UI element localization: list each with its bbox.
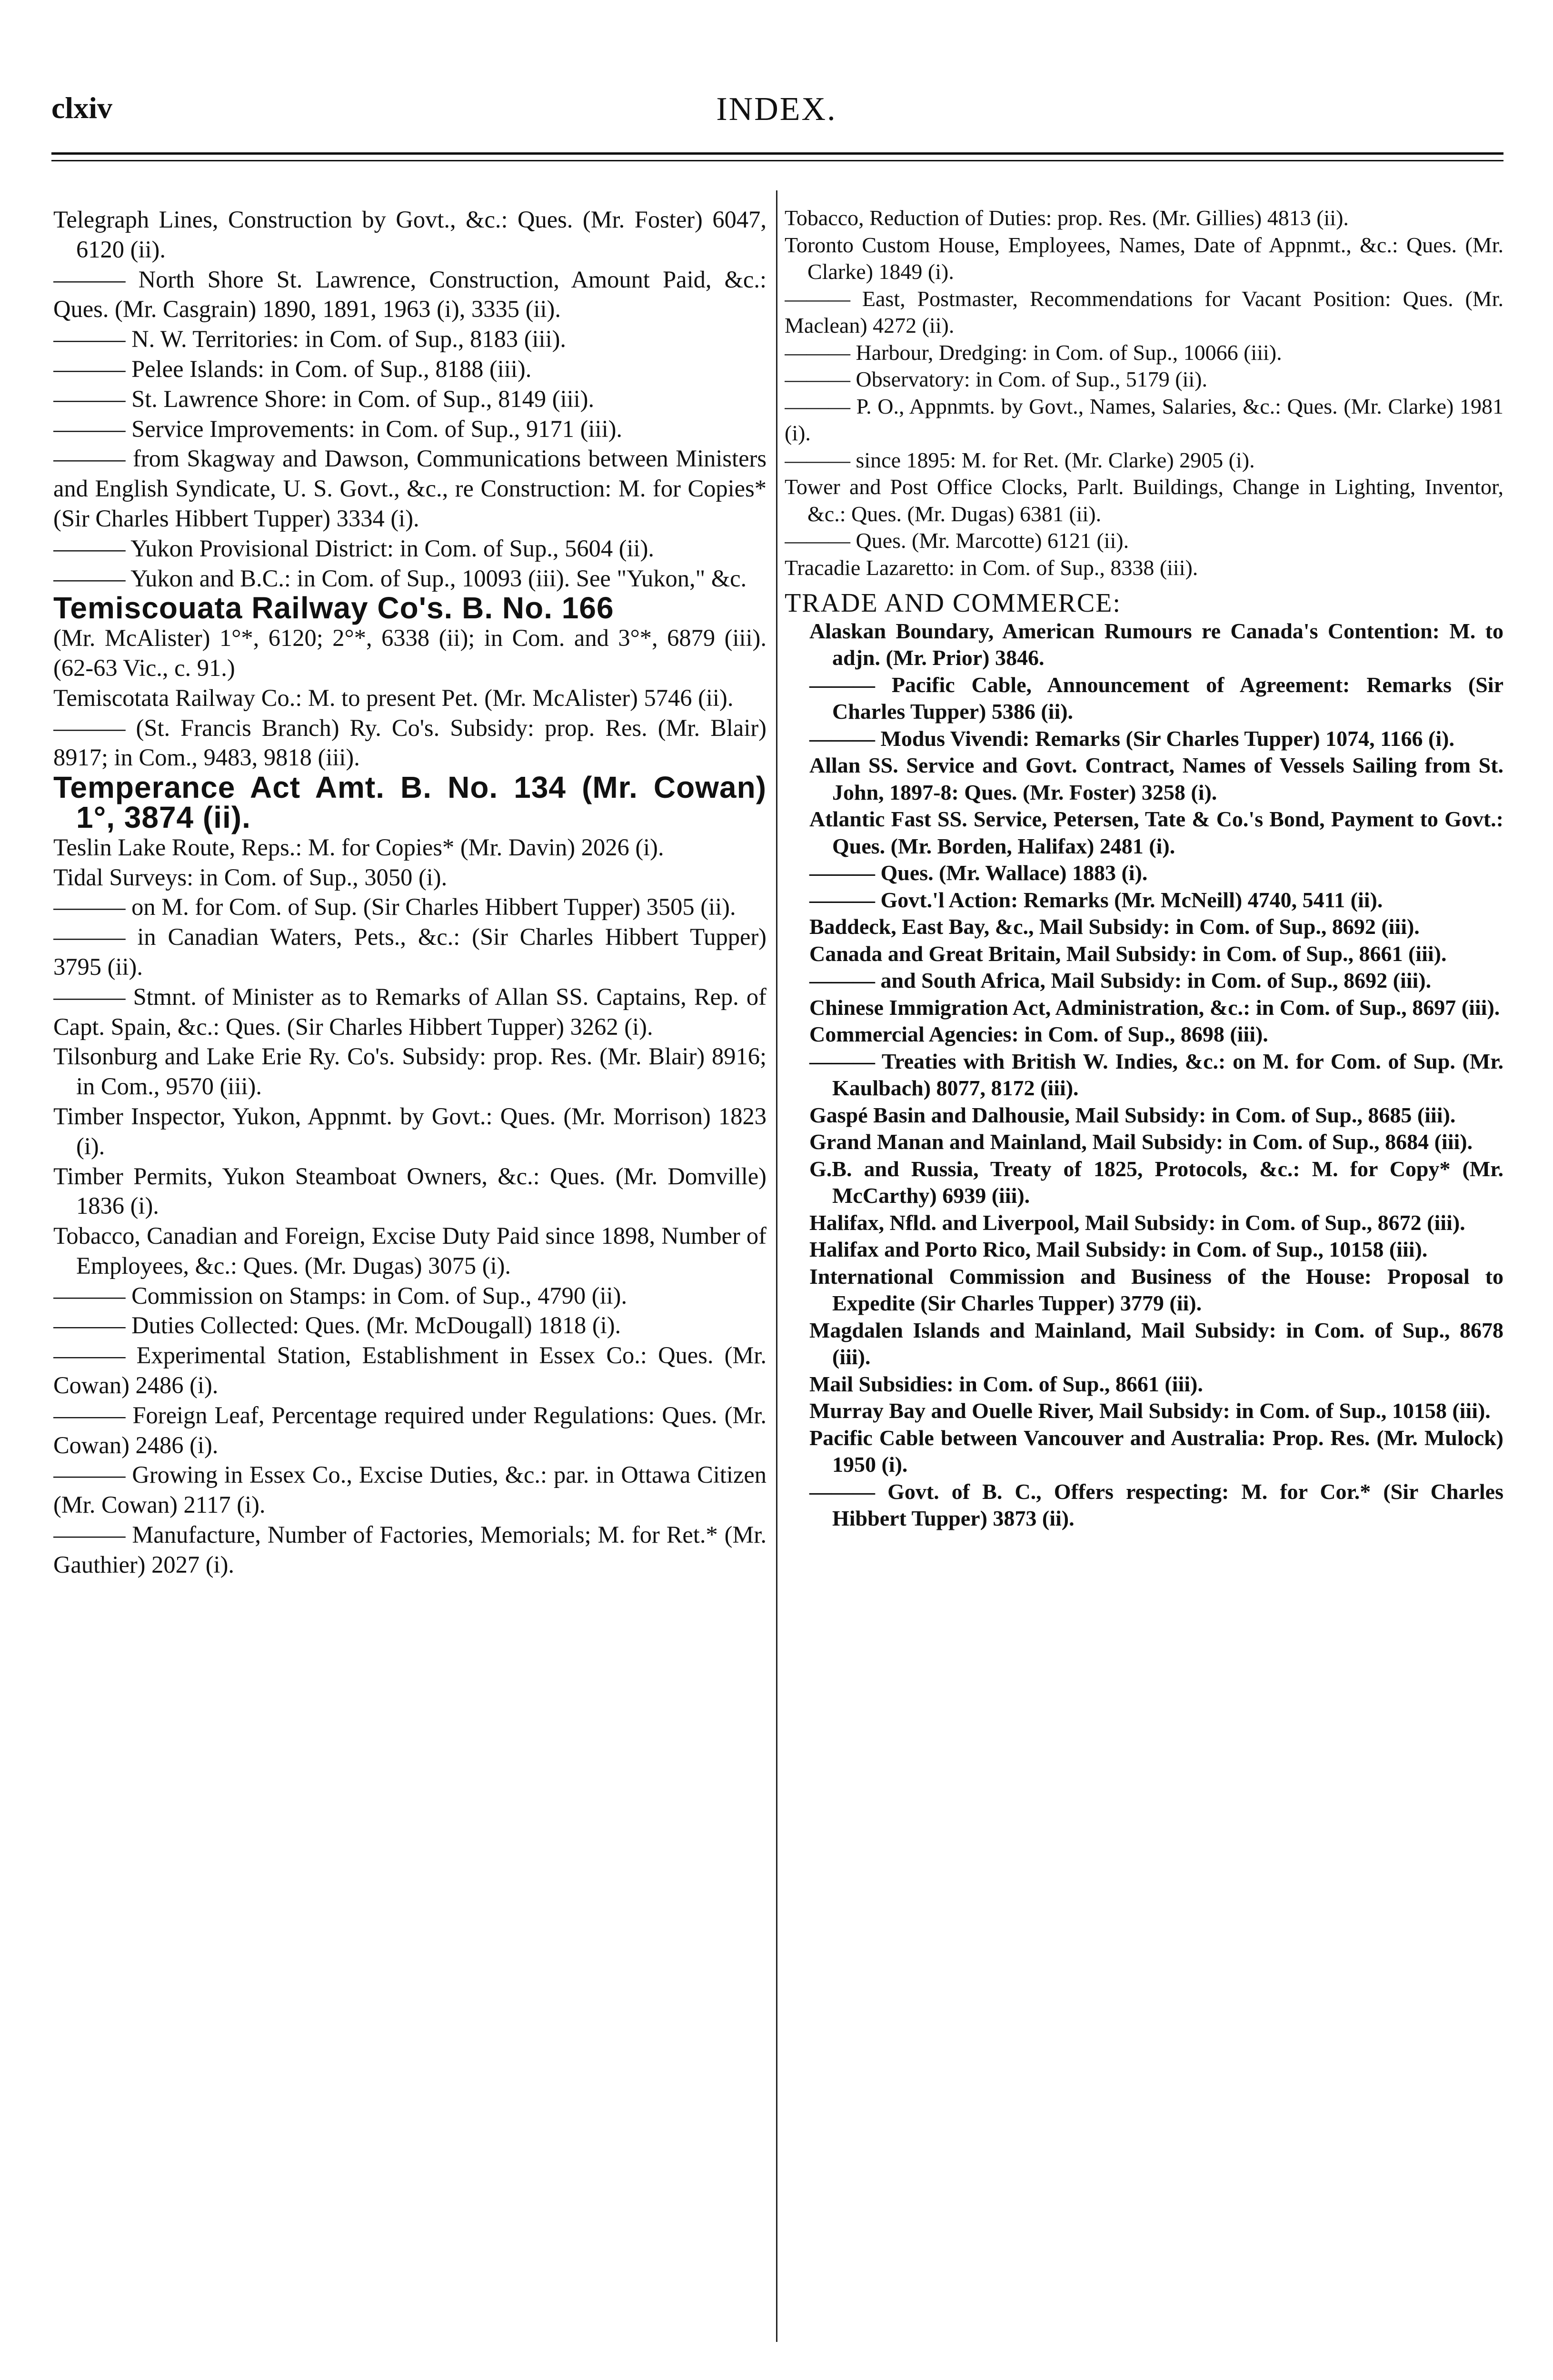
- section-heading: TRADE AND COMMERCE:: [785, 588, 1121, 618]
- index-entry: ——— East, Postmaster, Recommendations for Vacant Position: Ques. (Mr. Maclean) 4272 (ii).: [785, 286, 1503, 337]
- index-entry: ——— N. W. Territories: in Com. of Sup., 8183 (iii).: [53, 326, 567, 353]
- page-title: INDEX.: [716, 91, 837, 128]
- index-entry: ——— Yukon and B.C.: in Com. of Sup., 10093 (iii). See "Yukon," &c.: [53, 565, 747, 592]
- index-entry: Baddeck, East Bay, &c., Mail Subsidy: in Com. of Sup., 8692 (iii).: [809, 914, 1420, 939]
- index-entry: Tobacco, Reduction of Duties: prop. Res. (Mr. Gillies) 4813 (ii).: [785, 206, 1349, 230]
- index-entry: Murray Bay and Ouelle River, Mail Subsidy: in Com. of Sup., 10158 (iii).: [809, 1398, 1491, 1423]
- index-entry: Temperance Act Amt. B. No. 134 (Mr. Cowan) 1°, 3874 (ii).: [53, 770, 767, 834]
- index-entry: Mail Subsidies: in Com. of Sup., 8661 (iii).: [809, 1371, 1203, 1396]
- index-entry: Tracadie Lazaretto: in Com. of Sup., 8338 (iii).: [785, 555, 1198, 580]
- index-entry: International Commission and Business of the House: Proposal to Expedite (Sir Charles Tupper) 3779 (ii).: [809, 1264, 1503, 1315]
- index-entry: ——— Harbour, Dredging: in Com. of Sup., 10066 (iii).: [785, 340, 1282, 365]
- index-entry: ——— on M. for Com. of Sup. (Sir Charles Hibbert Tupper) 3505 (ii).: [53, 893, 736, 921]
- index-entry: Temiscotata Railway Co.: M. to present Pet. (Mr. McAlister) 5746 (ii).: [53, 684, 734, 711]
- index-entry: ——— Duties Collected: Ques. (Mr. McDougall) 1818 (i).: [53, 1312, 621, 1339]
- index-entry: ——— from Skagway and Dawson, Communications between Ministers and English Syndicate, U. S. Govt., &c., re Construction: M. for Copies* (Sir Charles Hibbert Tupper) 3334 (i).: [53, 445, 767, 532]
- index-entry: Chinese Immigration Act, Administration, &c.: in Com. of Sup., 8697 (iii).: [809, 995, 1500, 1020]
- header-rule: [51, 152, 1503, 155]
- index-entry: ——— Ques. (Mr. Wallace) 1883 (i).: [809, 861, 1148, 885]
- index-entry: Telegraph Lines, Construction by Govt., &c.: Ques. (Mr. Foster) 6047, 6120 (ii).: [53, 206, 767, 263]
- right-column: [785, 205, 1503, 1532]
- index-entry: ——— (St. Francis Branch) Ry. Co's. Subsidy: prop. Res. (Mr. Blair) 8917; in Com., 9483, 9818 (iii).: [53, 714, 767, 771]
- index-entry: Halifax, Nfld. and Liverpool, Mail Subsidy: in Com. of Sup., 8672 (iii).: [809, 1210, 1465, 1235]
- index-entry: G.B. and Russia, Treaty of 1825, Protocols, &c.: M. for Copy* (Mr. McCarthy) 6939 (iii).: [809, 1156, 1503, 1208]
- index-entry: Timber Inspector, Yukon, Appnmt. by Govt.: Ques. (Mr. Morrison) 1823 (i).: [53, 1102, 767, 1160]
- index-entry: ——— P. O., Appnmts. by Govt., Names, Salaries, &c.: Ques. (Mr. Clarke) 1981 (i).: [785, 394, 1503, 445]
- index-entry: ——— Experimental Station, Establishment in Essex Co.: Ques. (Mr. Cowan) 2486 (i).: [53, 1342, 767, 1399]
- index-entry: ——— Service Improvements: in Com. of Sup., 9171 (iii).: [53, 415, 623, 442]
- index-entry: ——— Stmnt. of Minister as to Remarks of Allan SS. Captains, Rep. of Capt. Spain, &c.: Ques. (Sir Charles Hibbert Tupper) 3262 (i).: [53, 983, 767, 1040]
- index-entry: ——— Modus Vivendi: Remarks (Sir Charles Tupper) 1074, 1166 (i).: [809, 726, 1454, 751]
- index-entry: Grand Manan and Mainland, Mail Subsidy: in Com. of Sup., 8684 (iii).: [809, 1130, 1473, 1154]
- index-entry: Tobacco, Canadian and Foreign, Excise Duty Paid since 1898, Number of Employees, &c.: Ques. (Mr. Dugas) 3075 (i).: [53, 1222, 767, 1279]
- index-entry: Gaspé Basin and Dalhousie, Mail Subsidy: in Com. of Sup., 8685 (iii).: [809, 1102, 1456, 1127]
- index-entry: Temiscouata Railway Co's. B. No. 166: [53, 591, 614, 625]
- index-entry: Magdalen Islands and Mainland, Mail Subsidy: in Com. of Sup., 8678 (iii).: [809, 1318, 1503, 1369]
- index-entry: ——— Pacific Cable, Announcement of Agreement: Remarks (Sir Charles Tupper) 5386 (ii).: [809, 672, 1503, 724]
- index-entry: ——— Commission on Stamps: in Com. of Sup., 4790 (ii).: [53, 1282, 627, 1309]
- index-entry: ——— in Canadian Waters, Pets., &c.: (Sir Charles Hibbert Tupper) 3795 (ii).: [53, 923, 767, 980]
- index-entry: Timber Permits, Yukon Steamboat Owners, &c.: Ques. (Mr. Domville) 1836 (i).: [53, 1162, 767, 1220]
- index-entry: Teslin Lake Route, Reps.: M. for Copies* (Mr. Davin) 2026 (i).: [53, 833, 664, 861]
- index-entry: ——— Foreign Leaf, Percentage required under Regulations: Ques. (Mr. Cowan) 2486 (i).: [53, 1401, 767, 1458]
- index-entry: Allan SS. Service and Govt. Contract, Names of Vessels Sailing from St. John, 1897-8: Ques. (Mr. Foster) 3258 (i).: [809, 753, 1503, 804]
- index-entry: Atlantic Fast SS. Service, Petersen, Tate & Co.'s Bond, Payment to Govt.: Ques. (Mr. Borden, Halifax) 2481 (i).: [809, 807, 1503, 858]
- index-entry: ——— since 1895: M. for Ret. (Mr. Clarke) 2905 (i).: [785, 447, 1255, 472]
- header-rule-thin: [51, 160, 1503, 161]
- index-entry: ——— and South Africa, Mail Subsidy: in Com. of Sup., 8692 (iii).: [809, 968, 1432, 992]
- index-entry: Toronto Custom House, Employees, Names, Date of Appnmt., &c.: Ques. (Mr. Clarke) 1849 (i).: [785, 232, 1503, 284]
- index-entry: ——— Observatory: in Com. of Sup., 5179 (ii).: [785, 367, 1207, 391]
- index-entry: Tidal Surveys: in Com. of Sup., 3050 (i).: [53, 863, 448, 891]
- index-entry: ——— Govt.'l Action: Remarks (Mr. McNeill) 4740, 5411 (ii).: [809, 887, 1383, 912]
- index-entry: Canada and Great Britain, Mail Subsidy: in Com. of Sup., 8661 (iii).: [809, 941, 1447, 966]
- index-entry: Alaskan Boundary, American Rumours re Canada's Contention: M. to adjn. (Mr. Prior) 3846.: [809, 618, 1503, 670]
- index-entry: ——— Manufacture, Number of Factories, Memorials; M. for Ret.* (Mr. Gauthier) 2027 (i).: [53, 1521, 767, 1578]
- index-entry: ——— Yukon Provisional District: in Com. of Sup., 5604 (ii).: [53, 535, 655, 562]
- index-entry: Commercial Agencies: in Com. of Sup., 8698 (iii).: [809, 1022, 1268, 1046]
- index-entry: Tilsonburg and Lake Erie Ry. Co's. Subsidy: prop. Res. (Mr. Blair) 8916; in Com., 9570 (iii).: [53, 1043, 767, 1100]
- index-entry: (Mr. McAlister) 1°*, 6120; 2°*, 6338 (ii); in Com. and 3°*, 6879 (iii). (62-63 Vic., c. 91.): [53, 625, 767, 681]
- index-entry: ——— St. Lawrence Shore: in Com. of Sup., 8149 (iii).: [53, 385, 595, 412]
- column-divider: [776, 190, 777, 2342]
- page-number: clxiv: [51, 91, 112, 125]
- index-entry: ——— Treaties with British W. Indies, &c.: on M. for Com. of Sup. (Mr. Kaulbach) 8077, 8172 (iii).: [809, 1049, 1503, 1100]
- index-entry: Tower and Post Office Clocks, Parlt. Buildings, Change in Lighting, Inventor, &c.: Ques. (Mr. Dugas) 6381 (ii).: [785, 475, 1503, 526]
- index-entry: ——— Govt. of B. C., Offers respecting: M. for Cor.* (Sir Charles Hibbert Tupper) 3873 (ii).: [809, 1479, 1503, 1530]
- index-entry: ——— North Shore St. Lawrence, Construction, Amount Paid, &c.: Ques. (Mr. Casgrain) 1890, 1891, 1963 (i), 3335 (ii).: [53, 266, 767, 323]
- index-entry: ——— Growing in Essex Co., Excise Duties, &c.: par. in Ottawa Citizen (Mr. Cowan) 2117 (i).: [53, 1461, 767, 1518]
- index-entry: ——— Pelee Islands: in Com. of Sup., 8188 (iii).: [53, 355, 532, 382]
- index-entry: ——— Ques. (Mr. Marcotte) 6121 (ii).: [785, 528, 1129, 553]
- left-column: [53, 205, 767, 1580]
- index-entry: Pacific Cable between Vancouver and Australia: Prop. Res. (Mr. Mulock) 1950 (i).: [809, 1425, 1503, 1477]
- index-entry: Halifax and Porto Rico, Mail Subsidy: in Com. of Sup., 10158 (iii).: [809, 1237, 1428, 1261]
